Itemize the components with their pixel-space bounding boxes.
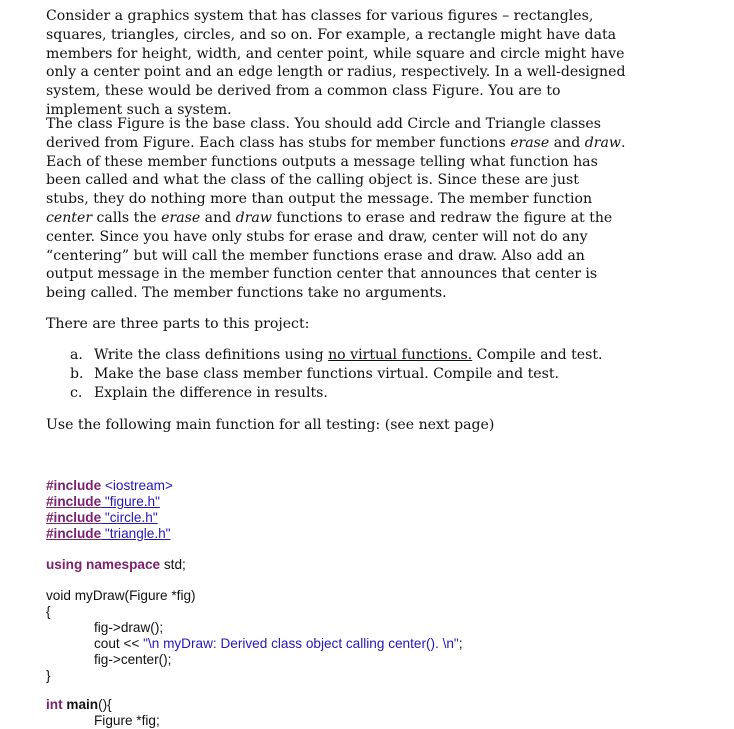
figure-class-paragraph	[46, 115, 626, 303]
main-function-paragraph	[46, 416, 626, 435]
step-text: Make the base class member functions virtual. Compile and test.	[94, 365, 560, 382]
string-literal: "\n myDraw: Derived class object calling center(). \n"	[143, 636, 459, 651]
code-text: void myDraw(Figure *fig)	[46, 588, 196, 603]
parts-intro-text: There are three parts to this project:	[46, 316, 310, 332]
list-marker: c.	[70, 384, 83, 401]
code-line-include-triangle	[46, 526, 171, 542]
text-run: calls the	[92, 209, 162, 226]
code-text: fig->draw();	[94, 620, 164, 635]
text-run: . Each of these member functions outputs a message telling what function has been called and what the class of the calling object is. Since these are just stubs, they do nothing more than output the message. The member function	[46, 134, 626, 208]
code-line-include-figure	[46, 494, 160, 510]
int-keyword: int	[46, 697, 63, 712]
code-line-mydraw-signature	[46, 588, 196, 604]
code-text: Figure *fig;	[94, 713, 160, 728]
code-text: }	[46, 668, 51, 683]
intro-paragraph	[46, 7, 626, 120]
code-line-include-iostream	[46, 478, 173, 494]
code-line-cout	[46, 636, 463, 652]
list-item	[46, 365, 626, 384]
draw-term: draw	[584, 134, 621, 151]
code-line-close-brace	[46, 668, 51, 684]
code-line-open-brace	[46, 604, 51, 620]
erase-term: erase	[161, 209, 201, 226]
code-text: cout <<	[94, 636, 144, 651]
list-marker: b.	[70, 365, 84, 382]
erase-term: erase	[510, 134, 550, 151]
include-target: "figure.h"	[101, 494, 160, 509]
parts-list	[46, 346, 626, 402]
list-marker: a.	[70, 347, 83, 363]
text-run: and	[200, 209, 236, 226]
underlined-text: no virtual functions.	[328, 347, 473, 363]
code-line-main	[46, 697, 112, 713]
include-target: "circle.h"	[101, 510, 158, 525]
include-target: <iostream>	[101, 478, 173, 493]
list-item	[46, 384, 626, 403]
code-line-draw-call	[46, 620, 163, 636]
main-function-text: Use the following main function for all testing: (see next page)	[46, 417, 495, 433]
code-line-include-circle	[46, 510, 158, 526]
code-text: std;	[160, 557, 186, 572]
text-run: and	[549, 134, 585, 151]
code-text: {	[46, 604, 51, 619]
include-keyword: #include	[46, 494, 102, 509]
include-keyword: #include	[46, 526, 102, 541]
code-text: fig->center();	[94, 652, 172, 667]
main-name: main	[62, 697, 99, 712]
code-text: (){	[98, 697, 112, 712]
step-text: Explain the difference in results.	[94, 384, 328, 401]
parts-intro-paragraph	[46, 315, 626, 334]
code-line-using	[46, 557, 186, 573]
code-line-figure-decl	[46, 713, 160, 729]
code-line-center-call	[46, 652, 171, 668]
include-keyword: #include	[46, 510, 102, 525]
include-keyword: #include	[46, 478, 102, 493]
list-item	[46, 346, 626, 365]
code-text: ;	[458, 636, 463, 651]
center-term: center	[46, 209, 93, 226]
text-run: The class Figure is the base class. You should add Circle and Triangle classes derived from Figure. Each class has stubs for member functions	[46, 116, 601, 151]
include-target: "triangle.h"	[101, 526, 171, 541]
step-text: Write the class definitions using	[94, 347, 329, 363]
step-text: Compile and test.	[472, 347, 603, 363]
intro-text: Consider a graphics system that has classes for various figures – rectangles, squares, triangles, circles, and so on. For example, a rectangle might have data members for height, width, and center point, while square and circle might have only a center point and an edge length or radius, respectively. In a well-designed system, these would be derived from a common class Figure. You are to implement such a system.	[46, 8, 626, 118]
text-run: functions to erase and redraw the figure at the center. Since you have only stubs for erase and draw, center will not do any “centering” but will call the member functions erase and draw. Also add an output message in the member function center that announces that center is being called. The member functions take no arguments.	[46, 209, 613, 302]
draw-term: draw	[235, 209, 272, 226]
using-keyword: using namespace	[46, 557, 161, 572]
